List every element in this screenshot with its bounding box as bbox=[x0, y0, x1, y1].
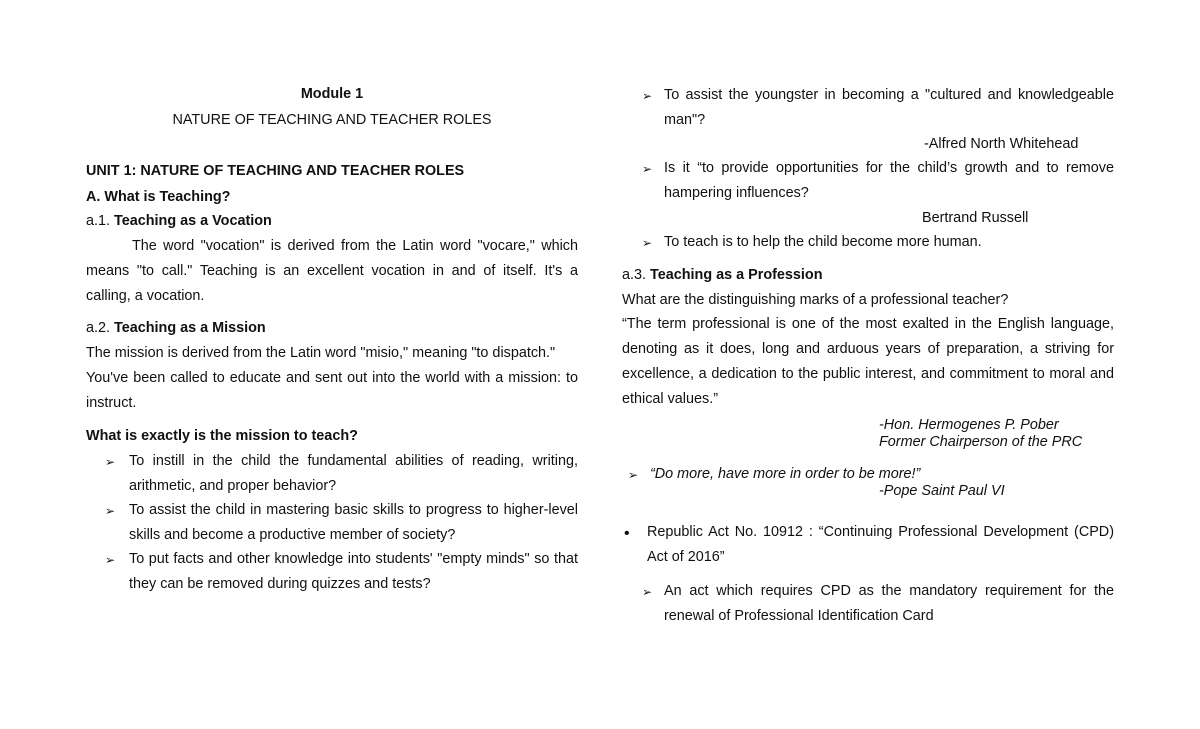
a3-heading bbox=[622, 267, 823, 283]
quote-line-2: denoting as it does, long and arduous years of preparation, a striving for bbox=[622, 341, 1114, 357]
mission-bullet-2-line-1: To assist the child in mastering basic skills to progress to higher-level bbox=[129, 502, 578, 518]
module-title: Module 1 bbox=[300, 86, 364, 102]
a3-question: What are the distinguishing marks of a professional teacher? bbox=[622, 292, 1009, 308]
question-bullet-2-line-1: Is it “to provide opportunities for the child’s growth and to remove bbox=[664, 160, 1114, 176]
attribution-pope: -Pope Saint Paul VI bbox=[879, 483, 1005, 499]
attribution-whitehead: -Alfred North Whitehead bbox=[924, 136, 1079, 152]
a1-prefix: a.1. bbox=[86, 213, 115, 229]
a2-line-1: The mission is derived from the Latin word "misio," meaning "to dispatch." bbox=[86, 345, 556, 361]
act-description-line-2: renewal of Professional Identification Card bbox=[664, 608, 934, 624]
arrow-bullet-icon: ➢ bbox=[105, 455, 116, 469]
act-description-line-1: An act which requires CPD as the mandatory requirement for the bbox=[664, 583, 1114, 599]
a3-prefix: a.3. bbox=[622, 267, 651, 283]
quote-line-3: excellence, a dedication to the public interest, and commitment to moral and bbox=[622, 366, 1114, 382]
mission-bullet-1-line-2: arithmetic, and proper behavior? bbox=[129, 478, 337, 494]
a1-title: Teaching as a Vocation bbox=[114, 213, 272, 229]
quote-line-4: ethical values.” bbox=[622, 391, 718, 407]
arrow-bullet-icon: ➢ bbox=[105, 504, 116, 518]
attribution-russell: Bertrand Russell bbox=[922, 210, 1029, 226]
attribution-pober-title: Former Chairperson of the PRC bbox=[879, 434, 1083, 450]
module-subtitle: NATURE OF TEACHING AND TEACHER ROLES bbox=[172, 112, 492, 128]
republic-act-line-2: Act of 2016” bbox=[647, 549, 725, 565]
a2-line-2: You've been called to educate and sent out into the world with a mission: to bbox=[86, 370, 578, 386]
a2-title: Teaching as a Mission bbox=[114, 320, 266, 336]
a1-paragraph-line-2: means "to call." Teaching is an excellent vocation in and of itself. It's a bbox=[86, 263, 578, 279]
a2-heading bbox=[86, 320, 266, 336]
question-bullet-1-line-2: man"? bbox=[664, 112, 706, 128]
arrow-bullet-icon: ➢ bbox=[628, 468, 639, 482]
mission-bullet-1-line-1: To instill in the child the fundamental abilities of reading, writing, bbox=[129, 453, 578, 469]
mission-question: What is exactly is the mission to teach? bbox=[86, 428, 358, 444]
mission-bullet-3-line-1: To put facts and other knowledge into students' "empty minds" so that bbox=[129, 551, 578, 567]
question-bullet-2-line-2: hampering influences? bbox=[664, 185, 809, 201]
a3-title: Teaching as a Profession bbox=[650, 267, 823, 283]
arrow-bullet-icon: ➢ bbox=[642, 236, 653, 250]
question-bullet-3: To teach is to help the child become more human. bbox=[664, 234, 982, 250]
mission-bullet-3-line-2: they can be removed during quizzes and tests? bbox=[129, 576, 431, 592]
mission-bullet-2-line-2: skills and become a productive member of society? bbox=[129, 527, 456, 543]
unit-heading: UNIT 1: NATURE OF TEACHING AND TEACHER ROLES bbox=[86, 163, 465, 179]
a1-heading bbox=[86, 213, 272, 229]
arrow-bullet-icon: ➢ bbox=[642, 89, 653, 103]
a1-paragraph-line-3: calling, a vocation. bbox=[86, 288, 205, 304]
a2-prefix: a.2. bbox=[86, 320, 115, 336]
attribution-pober-name: -Hon. Hermogenes P. Pober bbox=[879, 417, 1059, 433]
arrow-bullet-icon: ➢ bbox=[642, 162, 653, 176]
question-bullet-1-line-1: To assist the youngster in becoming a "cultured and knowledgeable bbox=[664, 87, 1114, 103]
round-bullet-icon: • bbox=[624, 525, 630, 542]
arrow-bullet-icon: ➢ bbox=[105, 553, 116, 567]
do-more-quote: “Do more, have more in order to be more!” bbox=[650, 466, 921, 482]
a2-line-3: instruct. bbox=[86, 395, 137, 411]
a1-paragraph-line-1: The word "vocation" is derived from the Latin word "vocare," which bbox=[132, 238, 578, 254]
arrow-bullet-icon: ➢ bbox=[642, 585, 653, 599]
republic-act-line-1: Republic Act No. 10912 : “Continuing Professional Development (CPD) bbox=[647, 524, 1114, 540]
quote-line-1: “The term professional is one of the most exalted in the English language, bbox=[622, 316, 1114, 332]
section-a-heading: A. What is Teaching? bbox=[86, 189, 231, 205]
